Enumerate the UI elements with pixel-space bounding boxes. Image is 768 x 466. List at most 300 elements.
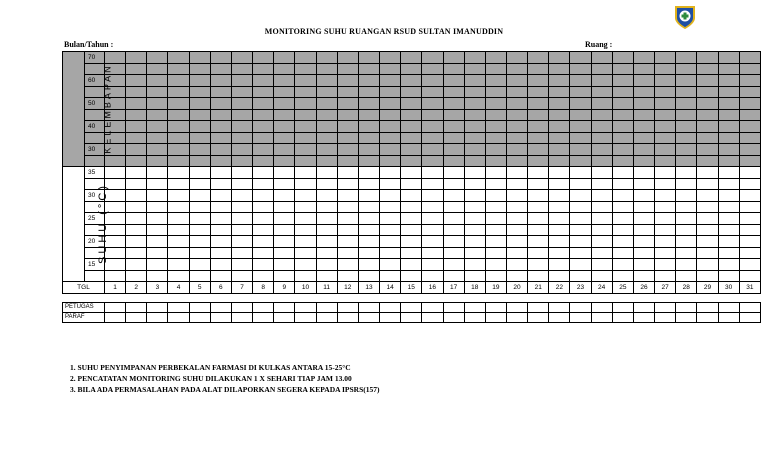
entry-cell[interactable] — [253, 224, 274, 236]
entry-cell[interactable] — [401, 155, 422, 167]
entry-cell[interactable] — [591, 132, 612, 144]
entry-cell[interactable] — [485, 144, 506, 156]
entry-cell[interactable] — [189, 270, 210, 282]
entry-cell[interactable] — [295, 144, 316, 156]
entry-cell[interactable] — [358, 63, 379, 75]
entry-cell[interactable] — [676, 201, 697, 213]
entry-cell[interactable] — [316, 178, 337, 190]
entry-cell[interactable] — [358, 52, 379, 64]
entry-cell[interactable] — [443, 270, 464, 282]
entry-cell[interactable] — [591, 247, 612, 259]
entry-cell[interactable] — [570, 132, 591, 144]
entry-cell[interactable] — [633, 121, 654, 133]
entry-cell[interactable] — [168, 75, 189, 87]
entry-cell[interactable] — [253, 178, 274, 190]
entry-cell[interactable] — [697, 224, 718, 236]
entry-cell[interactable] — [612, 213, 633, 225]
entry-cell[interactable] — [718, 121, 739, 133]
entry-cell[interactable] — [422, 247, 443, 259]
entry-cell[interactable] — [295, 236, 316, 248]
entry-cell[interactable] — [189, 109, 210, 121]
entry-cell[interactable] — [528, 313, 549, 323]
entry-cell[interactable] — [189, 303, 210, 313]
entry-cell[interactable] — [126, 155, 147, 167]
entry-cell[interactable] — [253, 190, 274, 202]
entry-cell[interactable] — [380, 109, 401, 121]
entry-cell[interactable] — [253, 259, 274, 271]
entry-cell[interactable] — [612, 259, 633, 271]
entry-cell[interactable] — [528, 259, 549, 271]
entry-cell[interactable] — [697, 155, 718, 167]
entry-cell[interactable] — [570, 178, 591, 190]
entry-cell[interactable] — [485, 75, 506, 87]
entry-cell[interactable] — [485, 313, 506, 323]
entry-cell[interactable] — [126, 109, 147, 121]
entry-cell[interactable] — [443, 213, 464, 225]
entry-cell[interactable] — [316, 109, 337, 121]
entry-cell[interactable] — [739, 224, 760, 236]
entry-cell[interactable] — [739, 303, 760, 313]
entry-cell[interactable] — [612, 224, 633, 236]
entry-cell[interactable] — [316, 144, 337, 156]
entry-cell[interactable] — [570, 259, 591, 271]
entry-cell[interactable] — [358, 86, 379, 98]
entry-cell[interactable] — [380, 121, 401, 133]
entry-cell[interactable] — [358, 190, 379, 202]
entry-cell[interactable] — [485, 86, 506, 98]
entry-cell[interactable] — [422, 313, 443, 323]
entry-cell[interactable] — [168, 213, 189, 225]
entry-cell[interactable] — [739, 313, 760, 323]
entry-cell[interactable] — [655, 109, 676, 121]
entry-cell[interactable] — [697, 313, 718, 323]
entry-cell[interactable] — [718, 109, 739, 121]
entry-cell[interactable] — [168, 236, 189, 248]
entry-cell[interactable] — [506, 144, 527, 156]
entry-cell[interactable] — [422, 144, 443, 156]
entry-cell[interactable] — [210, 236, 231, 248]
entry-cell[interactable] — [422, 201, 443, 213]
entry-cell[interactable] — [697, 201, 718, 213]
entry-cell[interactable] — [422, 86, 443, 98]
entry-cell[interactable] — [633, 52, 654, 64]
entry-cell[interactable] — [591, 144, 612, 156]
entry-cell[interactable] — [464, 303, 485, 313]
entry-cell[interactable] — [337, 155, 358, 167]
entry-cell[interactable] — [168, 98, 189, 110]
entry-cell[interactable] — [147, 109, 168, 121]
entry-cell[interactable] — [655, 52, 676, 64]
entry-cell[interactable] — [570, 144, 591, 156]
entry-cell[interactable] — [549, 109, 570, 121]
entry-cell[interactable] — [316, 313, 337, 323]
entry-cell[interactable] — [126, 190, 147, 202]
entry-cell[interactable] — [210, 155, 231, 167]
entry-cell[interactable] — [168, 132, 189, 144]
entry-cell[interactable] — [231, 109, 252, 121]
entry-cell[interactable] — [464, 236, 485, 248]
entry-cell[interactable] — [612, 144, 633, 156]
entry-cell[interactable] — [231, 313, 252, 323]
entry-cell[interactable] — [231, 98, 252, 110]
entry-cell[interactable] — [358, 178, 379, 190]
entry-cell[interactable] — [718, 236, 739, 248]
entry-cell[interactable] — [126, 213, 147, 225]
entry-cell[interactable] — [316, 236, 337, 248]
entry-cell[interactable] — [147, 224, 168, 236]
entry-cell[interactable] — [485, 270, 506, 282]
entry-cell[interactable] — [358, 236, 379, 248]
entry-cell[interactable] — [528, 213, 549, 225]
entry-cell[interactable] — [231, 86, 252, 98]
entry-cell[interactable] — [633, 303, 654, 313]
entry-cell[interactable] — [295, 155, 316, 167]
entry-cell[interactable] — [697, 109, 718, 121]
entry-cell[interactable] — [528, 247, 549, 259]
entry-cell[interactable] — [126, 86, 147, 98]
entry-cell[interactable] — [612, 52, 633, 64]
entry-cell[interactable] — [210, 144, 231, 156]
entry-cell[interactable] — [570, 303, 591, 313]
entry-cell[interactable] — [591, 224, 612, 236]
entry-cell[interactable] — [316, 303, 337, 313]
entry-cell[interactable] — [528, 178, 549, 190]
entry-cell[interactable] — [485, 201, 506, 213]
entry-cell[interactable] — [147, 63, 168, 75]
entry-cell[interactable] — [676, 259, 697, 271]
entry-cell[interactable] — [210, 190, 231, 202]
entry-cell[interactable] — [422, 190, 443, 202]
entry-cell[interactable] — [147, 167, 168, 179]
entry-cell[interactable] — [676, 109, 697, 121]
entry-cell[interactable] — [633, 63, 654, 75]
entry-cell[interactable] — [231, 247, 252, 259]
entry-cell[interactable] — [189, 259, 210, 271]
entry-cell[interactable] — [105, 52, 126, 64]
entry-cell[interactable] — [147, 213, 168, 225]
entry-cell[interactable] — [633, 201, 654, 213]
entry-cell[interactable] — [549, 52, 570, 64]
entry-cell[interactable] — [358, 144, 379, 156]
entry-cell[interactable] — [126, 121, 147, 133]
entry-cell[interactable] — [253, 313, 274, 323]
entry-cell[interactable] — [126, 247, 147, 259]
entry-cell[interactable] — [358, 167, 379, 179]
entry-cell[interactable] — [549, 247, 570, 259]
entry-cell[interactable] — [528, 63, 549, 75]
entry-cell[interactable] — [549, 236, 570, 248]
entry-cell[interactable] — [485, 167, 506, 179]
entry-cell[interactable] — [126, 167, 147, 179]
entry-cell[interactable] — [655, 190, 676, 202]
entry-cell[interactable] — [591, 63, 612, 75]
entry-cell[interactable] — [168, 167, 189, 179]
entry-cell[interactable] — [718, 167, 739, 179]
entry-cell[interactable] — [676, 178, 697, 190]
entry-cell[interactable] — [358, 98, 379, 110]
entry-cell[interactable] — [570, 98, 591, 110]
entry-cell[interactable] — [337, 236, 358, 248]
entry-cell[interactable] — [464, 109, 485, 121]
entry-cell[interactable] — [549, 224, 570, 236]
entry-cell[interactable] — [126, 178, 147, 190]
entry-cell[interactable] — [612, 178, 633, 190]
entry-cell[interactable] — [676, 121, 697, 133]
entry-cell[interactable] — [337, 98, 358, 110]
entry-cell[interactable] — [549, 213, 570, 225]
entry-cell[interactable] — [295, 270, 316, 282]
entry-cell[interactable] — [380, 303, 401, 313]
entry-cell[interactable] — [274, 144, 295, 156]
entry-cell[interactable] — [168, 247, 189, 259]
entry-cell[interactable] — [422, 270, 443, 282]
entry-cell[interactable] — [506, 270, 527, 282]
entry-cell[interactable] — [506, 98, 527, 110]
entry-cell[interactable] — [464, 167, 485, 179]
entry-cell[interactable] — [718, 213, 739, 225]
entry-cell[interactable] — [231, 213, 252, 225]
entry-cell[interactable] — [739, 167, 760, 179]
entry-cell[interactable] — [528, 121, 549, 133]
entry-cell[interactable] — [422, 75, 443, 87]
entry-cell[interactable] — [189, 178, 210, 190]
entry-cell[interactable] — [676, 224, 697, 236]
entry-cell[interactable] — [485, 224, 506, 236]
entry-cell[interactable] — [612, 98, 633, 110]
entry-cell[interactable] — [612, 155, 633, 167]
entry-cell[interactable] — [528, 190, 549, 202]
entry-cell[interactable] — [168, 303, 189, 313]
entry-cell[interactable] — [231, 201, 252, 213]
entry-cell[interactable] — [633, 86, 654, 98]
entry-cell[interactable] — [443, 247, 464, 259]
entry-cell[interactable] — [189, 313, 210, 323]
entry-cell[interactable] — [443, 259, 464, 271]
entry-cell[interactable] — [718, 132, 739, 144]
entry-cell[interactable] — [316, 213, 337, 225]
entry-cell[interactable] — [655, 178, 676, 190]
entry-cell[interactable] — [697, 213, 718, 225]
entry-cell[interactable] — [549, 178, 570, 190]
entry-cell[interactable] — [443, 201, 464, 213]
entry-cell[interactable] — [443, 236, 464, 248]
entry-cell[interactable] — [210, 178, 231, 190]
entry-cell[interactable] — [718, 247, 739, 259]
entry-cell[interactable] — [570, 213, 591, 225]
entry-cell[interactable] — [485, 213, 506, 225]
entry-cell[interactable] — [718, 155, 739, 167]
entry-cell[interactable] — [718, 98, 739, 110]
entry-cell[interactable] — [655, 224, 676, 236]
entry-cell[interactable] — [168, 270, 189, 282]
entry-cell[interactable] — [147, 75, 168, 87]
entry-cell[interactable] — [380, 167, 401, 179]
entry-cell[interactable] — [528, 144, 549, 156]
entry-cell[interactable] — [189, 98, 210, 110]
entry-cell[interactable] — [697, 236, 718, 248]
entry-cell[interactable] — [506, 236, 527, 248]
entry-cell[interactable] — [210, 270, 231, 282]
entry-cell[interactable] — [337, 313, 358, 323]
entry-cell[interactable] — [337, 201, 358, 213]
entry-cell[interactable] — [591, 236, 612, 248]
entry-cell[interactable] — [633, 178, 654, 190]
entry-cell[interactable] — [570, 270, 591, 282]
entry-cell[interactable] — [676, 132, 697, 144]
entry-cell[interactable] — [358, 303, 379, 313]
entry-cell[interactable] — [464, 190, 485, 202]
entry-cell[interactable] — [676, 236, 697, 248]
entry-cell[interactable] — [464, 201, 485, 213]
entry-cell[interactable] — [147, 259, 168, 271]
entry-cell[interactable] — [549, 270, 570, 282]
entry-cell[interactable] — [210, 52, 231, 64]
entry-cell[interactable] — [697, 132, 718, 144]
entry-cell[interactable] — [528, 75, 549, 87]
entry-cell[interactable] — [274, 98, 295, 110]
entry-cell[interactable] — [739, 247, 760, 259]
entry-cell[interactable] — [528, 224, 549, 236]
entry-cell[interactable] — [697, 86, 718, 98]
entry-cell[interactable] — [337, 247, 358, 259]
entry-cell[interactable] — [443, 75, 464, 87]
entry-cell[interactable] — [380, 259, 401, 271]
entry-cell[interactable] — [549, 75, 570, 87]
entry-cell[interactable] — [126, 303, 147, 313]
entry-cell[interactable] — [739, 63, 760, 75]
entry-cell[interactable] — [464, 86, 485, 98]
entry-cell[interactable] — [570, 52, 591, 64]
entry-cell[interactable] — [274, 75, 295, 87]
entry-cell[interactable] — [380, 247, 401, 259]
entry-cell[interactable] — [549, 63, 570, 75]
entry-cell[interactable] — [718, 144, 739, 156]
entry-cell[interactable] — [506, 109, 527, 121]
entry-cell[interactable] — [380, 155, 401, 167]
entry-cell[interactable] — [380, 75, 401, 87]
entry-cell[interactable] — [612, 313, 633, 323]
entry-cell[interactable] — [147, 155, 168, 167]
entry-cell[interactable] — [168, 52, 189, 64]
entry-cell[interactable] — [316, 155, 337, 167]
entry-cell[interactable] — [676, 144, 697, 156]
entry-cell[interactable] — [126, 132, 147, 144]
entry-cell[interactable] — [570, 121, 591, 133]
entry-cell[interactable] — [380, 132, 401, 144]
entry-cell[interactable] — [105, 313, 126, 323]
entry-cell[interactable] — [612, 63, 633, 75]
entry-cell[interactable] — [401, 121, 422, 133]
entry-cell[interactable] — [253, 52, 274, 64]
entry-cell[interactable] — [105, 155, 126, 167]
entry-cell[interactable] — [464, 247, 485, 259]
entry-cell[interactable] — [147, 121, 168, 133]
entry-cell[interactable] — [676, 190, 697, 202]
entry-cell[interactable] — [380, 52, 401, 64]
entry-cell[interactable] — [274, 303, 295, 313]
entry-cell[interactable] — [443, 109, 464, 121]
entry-cell[interactable] — [464, 224, 485, 236]
entry-cell[interactable] — [231, 190, 252, 202]
entry-cell[interactable] — [464, 178, 485, 190]
entry-cell[interactable] — [358, 121, 379, 133]
entry-cell[interactable] — [633, 98, 654, 110]
entry-cell[interactable] — [189, 63, 210, 75]
entry-cell[interactable] — [464, 144, 485, 156]
entry-cell[interactable] — [274, 236, 295, 248]
entry-cell[interactable] — [612, 75, 633, 87]
entry-cell[interactable] — [189, 247, 210, 259]
entry-cell[interactable] — [147, 247, 168, 259]
entry-cell[interactable] — [697, 98, 718, 110]
entry-cell[interactable] — [612, 132, 633, 144]
entry-cell[interactable] — [506, 303, 527, 313]
entry-cell[interactable] — [422, 236, 443, 248]
entry-cell[interactable] — [464, 155, 485, 167]
entry-cell[interactable] — [358, 201, 379, 213]
entry-cell[interactable] — [337, 259, 358, 271]
entry-cell[interactable] — [358, 155, 379, 167]
entry-cell[interactable] — [316, 98, 337, 110]
entry-cell[interactable] — [549, 303, 570, 313]
entry-cell[interactable] — [739, 201, 760, 213]
entry-cell[interactable] — [337, 121, 358, 133]
entry-cell[interactable] — [549, 86, 570, 98]
entry-cell[interactable] — [464, 132, 485, 144]
entry-cell[interactable] — [697, 259, 718, 271]
entry-cell[interactable] — [189, 167, 210, 179]
entry-cell[interactable] — [358, 132, 379, 144]
entry-cell[interactable] — [231, 75, 252, 87]
entry-cell[interactable] — [570, 313, 591, 323]
entry-cell[interactable] — [676, 247, 697, 259]
entry-cell[interactable] — [528, 52, 549, 64]
entry-cell[interactable] — [274, 132, 295, 144]
entry-cell[interactable] — [295, 63, 316, 75]
entry-cell[interactable] — [358, 247, 379, 259]
entry-cell[interactable] — [676, 75, 697, 87]
entry-cell[interactable] — [528, 132, 549, 144]
entry-cell[interactable] — [210, 63, 231, 75]
entry-cell[interactable] — [274, 201, 295, 213]
entry-cell[interactable] — [274, 259, 295, 271]
entry-cell[interactable] — [443, 155, 464, 167]
entry-cell[interactable] — [485, 190, 506, 202]
entry-cell[interactable] — [697, 63, 718, 75]
entry-cell[interactable] — [485, 178, 506, 190]
entry-cell[interactable] — [676, 303, 697, 313]
entry-cell[interactable] — [168, 190, 189, 202]
entry-cell[interactable] — [485, 155, 506, 167]
entry-cell[interactable] — [401, 236, 422, 248]
entry-cell[interactable] — [337, 109, 358, 121]
entry-cell[interactable] — [443, 132, 464, 144]
entry-cell[interactable] — [168, 201, 189, 213]
entry-cell[interactable] — [464, 259, 485, 271]
entry-cell[interactable] — [464, 52, 485, 64]
entry-cell[interactable] — [676, 86, 697, 98]
entry-cell[interactable] — [401, 213, 422, 225]
entry-cell[interactable] — [655, 313, 676, 323]
entry-cell[interactable] — [380, 213, 401, 225]
entry-cell[interactable] — [210, 132, 231, 144]
entry-cell[interactable] — [506, 201, 527, 213]
entry-cell[interactable] — [591, 155, 612, 167]
entry-cell[interactable] — [105, 270, 126, 282]
entry-cell[interactable] — [168, 121, 189, 133]
entry-cell[interactable] — [655, 213, 676, 225]
entry-cell[interactable] — [231, 121, 252, 133]
